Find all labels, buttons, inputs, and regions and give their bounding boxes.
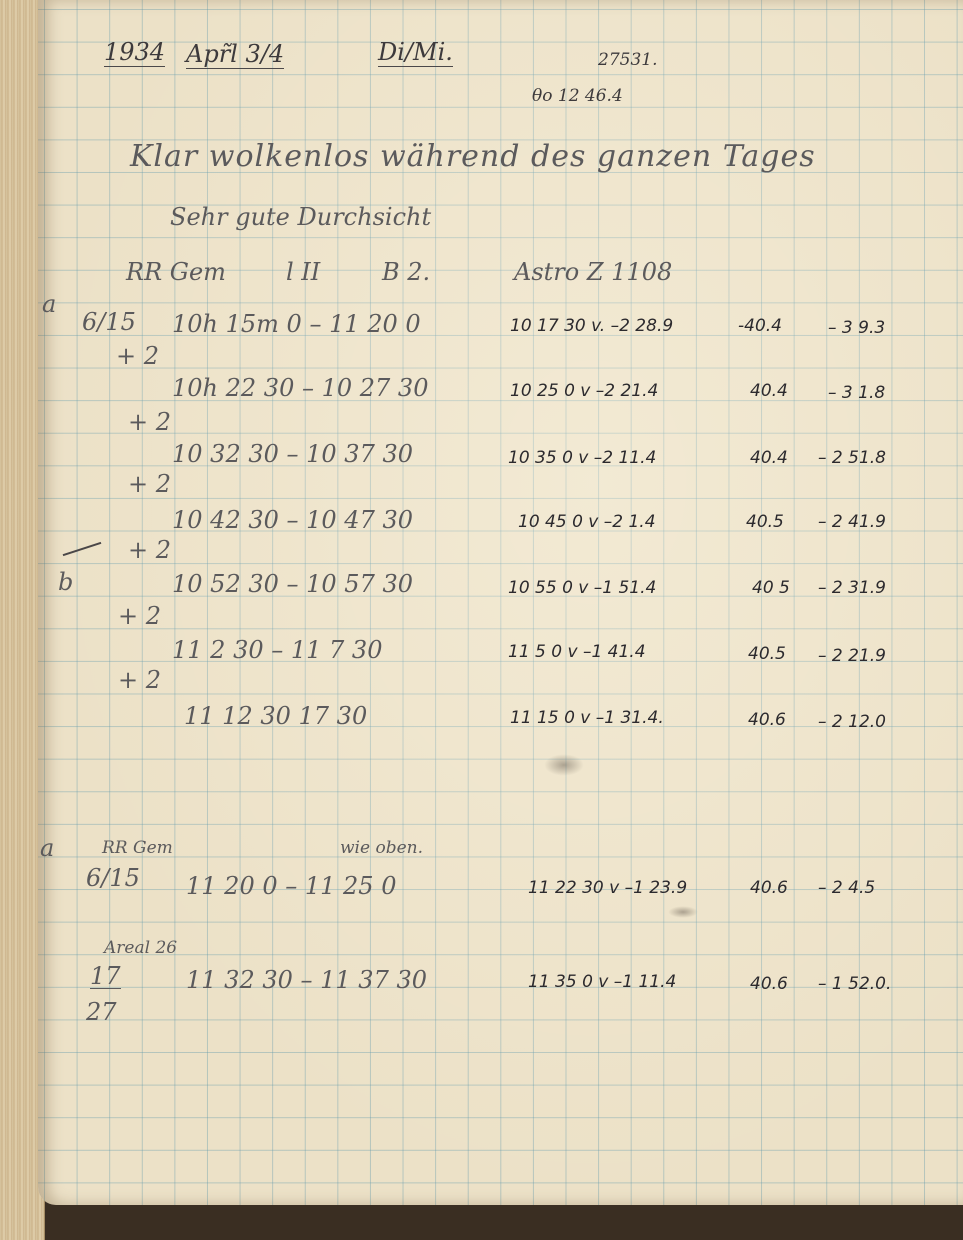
row-gem-time: 10 32 30 – 10 37 30 xyxy=(172,440,414,468)
row-side-marker: a xyxy=(42,290,57,318)
header-number: 27531. xyxy=(598,50,658,70)
block-row2-label-bottom: 27 xyxy=(86,998,117,1026)
row-astro: 10 55 0 v –1 51.4 xyxy=(508,578,657,598)
area-label: Areal 26 xyxy=(104,938,178,958)
row-c1: 40.4 xyxy=(750,448,788,468)
row-correction: + 2 xyxy=(118,666,162,694)
block-row2-label-top: 17 xyxy=(90,962,121,990)
block-row2-astro: 11 35 0 v –1 11.4 xyxy=(528,972,677,992)
notebook-page xyxy=(38,0,963,1205)
row-astro: 10 17 30 v. –2 28.9 xyxy=(510,316,674,336)
row-astro: 10 25 0 v –2 21.4 xyxy=(510,381,659,401)
block-row1-c2: – 2 4.5 xyxy=(818,878,876,898)
row-c1: 40.5 xyxy=(748,644,786,664)
row-c1: 40.6 xyxy=(748,710,786,730)
row-c2: – 2 21.9 xyxy=(818,646,886,666)
block-side-marker: a xyxy=(40,834,55,862)
row-c1: 40.5 xyxy=(746,512,784,532)
row-gem-time: 11 12 30 17 30 xyxy=(184,702,368,730)
seeing-note: Sehr gute Durchsicht xyxy=(170,203,432,231)
row-astro: 11 5 0 v –1 41.4 xyxy=(508,642,646,662)
row-astro: 10 45 0 v –2 1.4 xyxy=(518,512,656,532)
column-header-b: B 2. xyxy=(382,258,431,286)
row-gem-time: 11 2 30 – 11 7 30 xyxy=(172,636,383,664)
column-header-l: l II xyxy=(286,258,321,286)
row-correction: + 2 xyxy=(116,342,160,370)
row-astro: 11 15 0 v –1 31.4. xyxy=(510,708,664,728)
strike-mark xyxy=(63,542,102,556)
block-row1-astro: 11 22 30 v –1 23.9 xyxy=(528,878,688,898)
row-side-marker: b xyxy=(58,568,74,596)
row-label: 6/15 xyxy=(82,308,136,336)
block-note: wie oben. xyxy=(340,838,423,858)
row-gem-time: 10h 15m 0 – 11 20 0 xyxy=(172,310,421,338)
row-c2: – 3 1.8 xyxy=(828,383,886,403)
block-header: RR Gem xyxy=(102,838,173,858)
row-correction: + 2 xyxy=(118,602,162,630)
row-astro: 10 35 0 v –2 11.4 xyxy=(508,448,657,468)
pencil-smudge xyxy=(668,906,698,918)
column-header-rr-gem: RR Gem xyxy=(126,258,226,286)
row-c2: – 2 31.9 xyxy=(818,578,886,598)
column-header-astro: Astro Z 1108 xyxy=(514,258,673,286)
header-year: 1934 xyxy=(104,38,166,66)
header-weekday: Di/Mi. xyxy=(378,38,453,66)
row-c2: – 2 12.0 xyxy=(818,712,886,732)
row-correction: + 2 xyxy=(128,408,172,436)
row-gem-time: 10 42 30 – 10 47 30 xyxy=(172,506,414,534)
block-row1-gem: 11 20 0 – 11 25 0 xyxy=(186,872,397,900)
header-theta: θo 12 46.4 xyxy=(532,86,623,106)
row-correction: + 2 xyxy=(128,470,172,498)
block-row2-gem: 11 32 30 – 11 37 30 xyxy=(186,966,428,994)
row-c2: – 3 9.3 xyxy=(828,318,886,338)
ink-smudge xyxy=(544,754,584,776)
row-c1: -40.4 xyxy=(738,316,782,336)
weather-note: Klar wolkenlos während des ganzen Tages xyxy=(130,139,816,174)
block-row1-label: 6/15 xyxy=(86,864,140,892)
row-gem-time: 10 52 30 – 10 57 30 xyxy=(172,570,414,598)
row-c1: 40 5 xyxy=(752,578,790,598)
block-row2-c1: 40.6 xyxy=(750,974,788,994)
row-c2: – 2 41.9 xyxy=(818,512,886,532)
row-gem-time: 10h 22 30 – 10 27 30 xyxy=(172,374,429,402)
row-c1: 40.4 xyxy=(750,381,788,401)
block-row1-c1: 40.6 xyxy=(750,878,788,898)
row-c2: – 2 51.8 xyxy=(818,448,886,468)
row-correction: + 2 xyxy=(128,536,172,564)
block-row2-c2: – 1 52.0. xyxy=(818,974,892,994)
header-date: Apr̃l 3/4 xyxy=(186,40,285,68)
